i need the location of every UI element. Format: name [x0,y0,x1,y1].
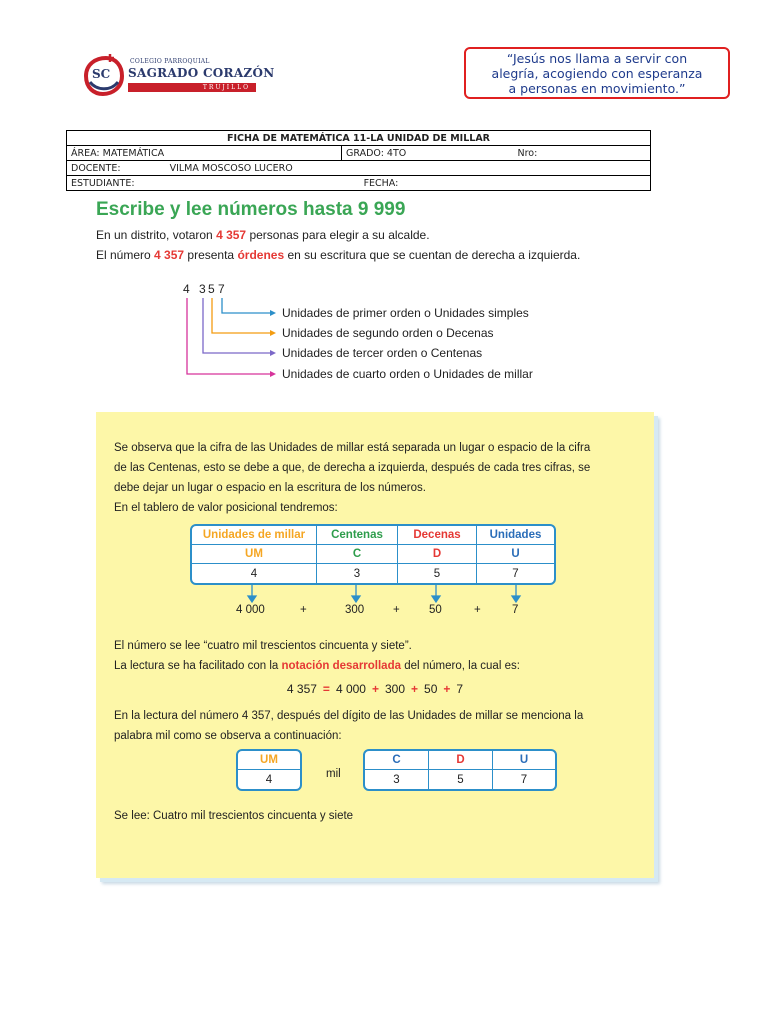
expanded-term: 50 [429,604,442,616]
formula-term: 300 [384,682,406,696]
formula-term: 7 [456,682,464,696]
fecha-label: FECHA: [363,177,399,189]
intro-text: presenta [184,248,238,262]
formula-plus: + [411,682,419,696]
digit-hundreds: 3 [199,282,206,296]
intro-paragraph-1 [96,228,430,242]
header-centenas: Centenas [317,526,398,545]
formula-term: 50 [424,682,438,696]
card-line: palabra mil como se observa a continuación: [114,730,342,742]
quote-line-2: alegría, acogiendo con esperanza [491,66,703,81]
highlighted-term: notación desarrollada [281,660,402,672]
down-arrows-icon [190,584,556,604]
area-field: ÁREA: MATEMÁTICA [67,146,342,161]
um-abbr: UM [238,751,300,770]
intro-text: personas para elegir a su alcalde. [246,228,430,242]
expanded-values-row [190,604,556,622]
card-line: de las Centenas, esto se debe a que, de derecha a izquierda, después de cada tres cifras, se [114,462,591,474]
expanded-term: 7 [512,604,519,616]
estudiante-field [67,176,651,191]
order-label-3: Unidades de tercer orden o Centenas [282,346,483,360]
reading-sentence: Se lee: Cuatro mil trescientos cincuenta y siete [114,810,354,822]
card-line: El número se lee “cuatro mil trescientos cincuenta y siete”. [114,640,412,652]
docente-name: VILMA MOSCOSO LUCERO [169,162,293,174]
formula-term: 4 000 [335,682,366,696]
cdu-abbr-u: U [493,751,555,770]
formula-equals: = [322,682,330,696]
card-line: Se observa que la cifra de las Unidades de millar está separada un lugar o espacio de la cifra [114,442,591,454]
expanded-notation-formula [96,682,654,696]
mil-word: mil [326,768,341,780]
logo-school-name: SAGRADO CORAZÓN [128,66,275,80]
nro-field: Nro: [514,146,651,161]
quote-line-3: a personas en movimiento.” [508,81,686,96]
expanded-term: 300 [345,604,365,616]
card-text-span: La lectura se ha facilitado con la [114,660,282,672]
expanded-plus: + [393,604,400,616]
abbr-d: D [398,545,477,564]
um-table [236,749,302,791]
card-paragraph-1 [114,438,590,518]
abbr-u: U [477,545,554,564]
estudiante-label: ESTUDIANTE: [71,177,135,189]
intro-text: En un distrito, votaron [96,228,217,242]
cdu-abbr-d: D [429,751,493,770]
order-label-1: Unidades de primer orden o Unidades simples [282,306,529,320]
quote-box [464,47,730,99]
um-value: 4 [265,773,273,786]
docente-field [67,161,651,176]
card-line: En el tablero de valor posicional tendremos: [114,502,338,514]
cdu-table [363,749,557,791]
card-line: En la lectura del número 4 357, después del dígito de las Unidades de millar se menciona la [114,710,584,722]
header-decenas: Decenas [398,526,477,545]
expanded-plus: + [300,604,307,616]
formula-plus: + [371,682,379,696]
formula-number: 4 357 [286,682,317,696]
orders-diagram [170,280,570,390]
worksheet-title: FICHA DE MATEMÁTICA 11-LA UNIDAD DE MILLAR [67,131,651,146]
place-value-table [190,524,556,585]
worksheet-header-table [66,130,651,191]
digit-units: 7 [218,282,225,296]
school-logo [80,50,275,100]
order-label-4: Unidades de cuarto orden o Unidades de millar [282,367,533,381]
header-unidades: Unidades [477,526,554,545]
logo-monogram: SC [92,67,111,81]
card-paragraph-2 [114,636,520,676]
lesson-title: Escribe y lee números hasta 9 999 [96,199,406,220]
cdu-value-c: 3 [365,770,429,789]
highlighted-word: órdenes [237,248,285,262]
value-d: 5 [398,564,477,583]
card-paragraph-3 [114,706,583,746]
expanded-plus: + [474,604,481,616]
cdu-value-u: 7 [520,773,528,786]
docente-label: DOCENTE: [71,162,121,174]
card-line [114,656,520,676]
digit-thousands: 4 [183,282,190,296]
value-u: 7 [512,567,519,580]
card-text-span: del número, la cual es: [401,660,520,672]
order-label-2: Unidades de segundo orden o Decenas [282,326,494,340]
card-line: debe dejar un lugar o espacio en la escritura de los números. [114,482,426,494]
abbr-um: UM [192,545,317,564]
digit-tens: 5 [208,282,215,296]
quote-line-1: “Jesús nos llama a servir con [506,51,688,66]
formula-plus: + [443,682,451,696]
grado-field: GRADO: 4TO [342,146,514,161]
logo-school-type: COLEGIO PARROQUIAL [130,58,210,65]
abbr-c: C [317,545,398,564]
cdu-value-d: 5 [429,770,493,789]
intro-paragraph-2 [96,248,580,262]
expanded-term: 4 000 [236,604,265,616]
highlighted-number: 4 357 [154,248,185,262]
highlighted-number: 4 357 [216,228,247,242]
intro-text: El número [96,248,155,262]
header-unidades-millar: Unidades de millar [192,526,317,545]
value-c: 3 [317,564,398,583]
value-um: 4 [192,564,317,583]
explanation-card [96,412,654,878]
cdu-abbr-c: C [365,751,429,770]
intro-text: en su escritura que se cuentan de derecha a izquierda. [284,248,581,262]
logo-city: TRUJILLO [202,84,250,91]
